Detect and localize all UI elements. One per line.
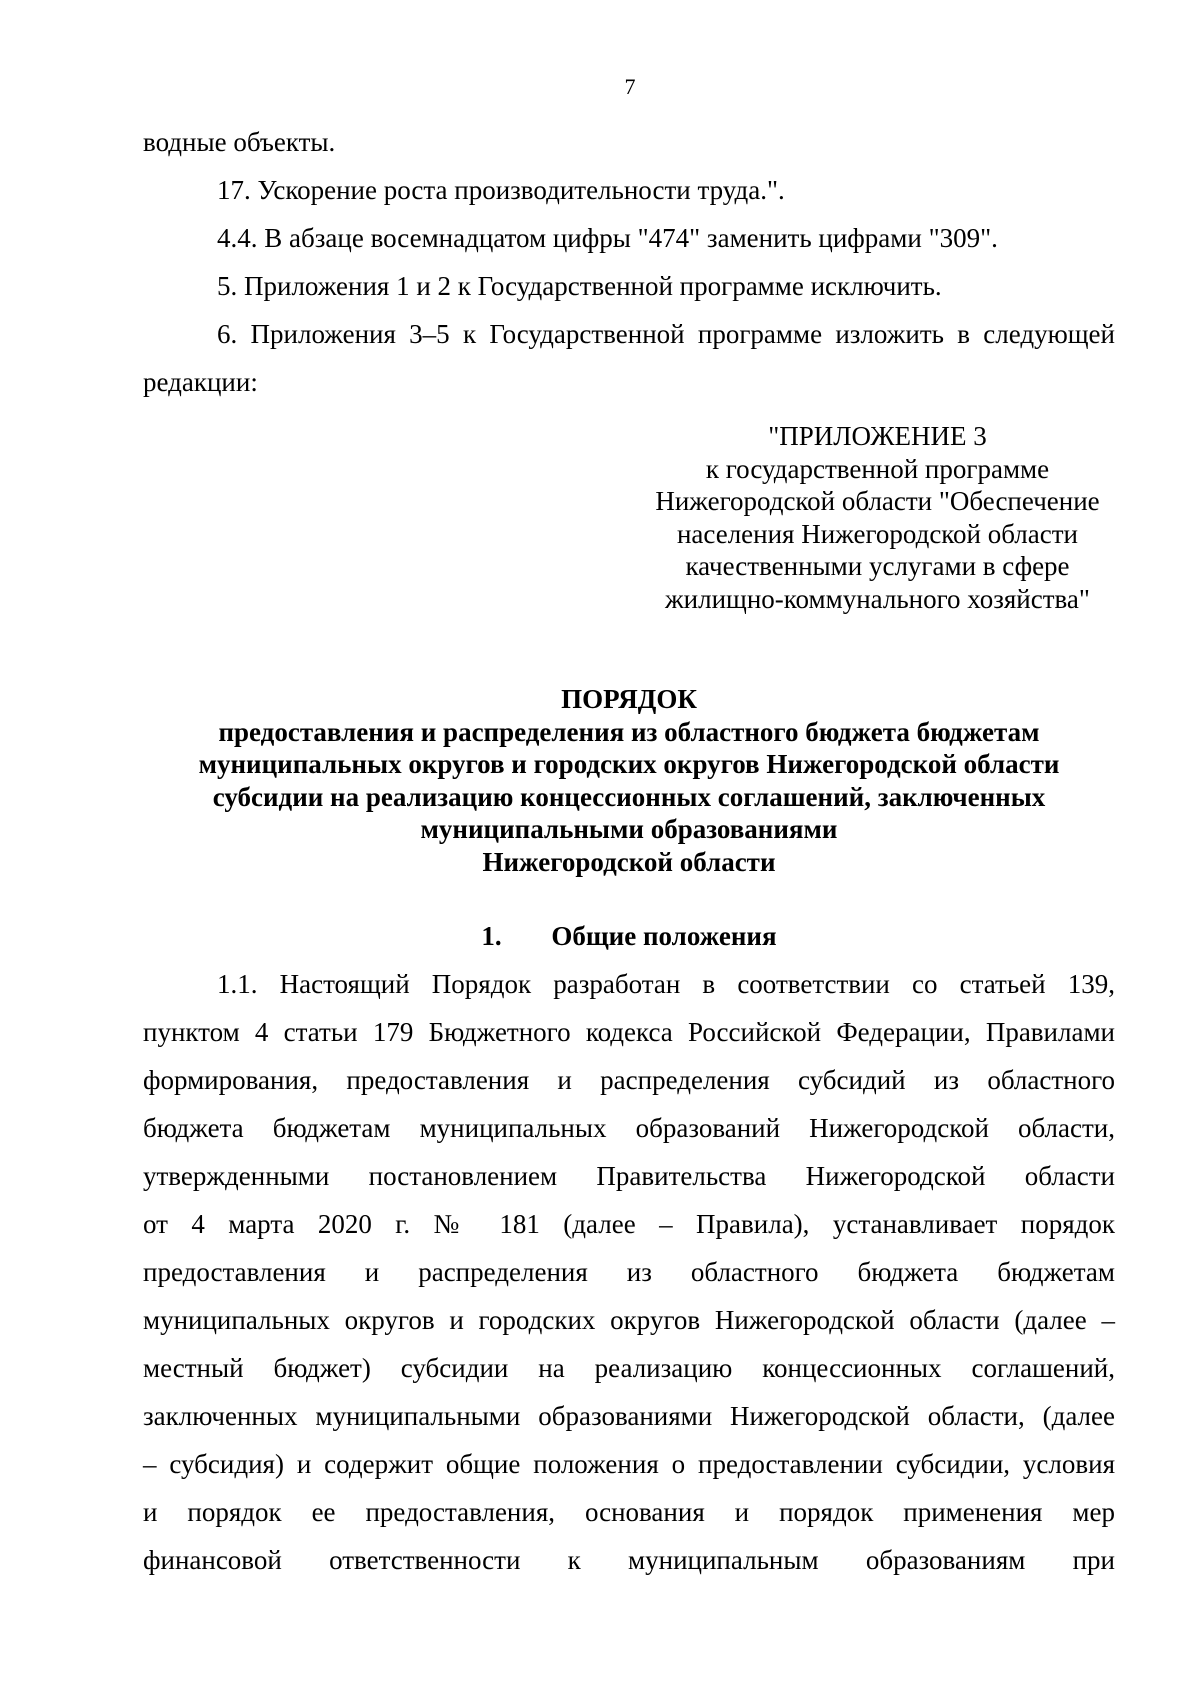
- section-heading: [143, 912, 1115, 960]
- title-line: муниципальных округов и городских округов Нижегородской области: [198, 749, 1060, 779]
- page-number: 7: [624, 74, 636, 99]
- annex-line: "ПРИЛОЖЕНИЕ 3: [768, 421, 987, 451]
- paragraph-item-5: 5. Приложения 1 и 2 к Государственной программе исключить.: [217, 271, 942, 301]
- paragraph-line: 6. Приложения 3–5 к Государственной программе изложить в следующей: [217, 319, 1115, 349]
- clause-line: 1.1. Настоящий Порядок разработан в соответствии со статьей 139,: [217, 969, 1115, 999]
- clause-line: утвержденными постановлением Правительства Нижегородской области: [143, 1161, 1115, 1191]
- annex-line: жилищно-коммунального хозяйства": [665, 583, 1090, 614]
- clause-line: – субсидия) и содержит общие положения о предоставлении субсидии, условия: [143, 1449, 1115, 1479]
- annex-line: к государственной программе: [705, 453, 1050, 484]
- annex-header: [640, 420, 1115, 615]
- clause-1-1: [143, 960, 1115, 1584]
- section-number: 1.: [481, 921, 502, 951]
- annex-line: населения Нижегородской области: [676, 518, 1079, 549]
- clause-line: заключенных муниципальными образованиями Нижегородской области, (далее: [143, 1401, 1115, 1431]
- paragraph-continuation: водные объекты.: [143, 127, 336, 157]
- title-line: муниципальными образованиями: [420, 814, 838, 844]
- section-title: Общие положения: [551, 921, 777, 951]
- clause-line: и порядок ее предоставления, основания и порядок применения мер: [143, 1497, 1115, 1527]
- clause-line: от 4 марта 2020 г. № 181 (далее – Правила), устанавливает порядок: [143, 1209, 1115, 1239]
- clause-line: муниципальных округов и городских округов Нижегородской области (далее –: [143, 1305, 1115, 1335]
- clause-line: формирования, предоставления и распределения субсидий из областного: [143, 1065, 1115, 1095]
- clause-line: пунктом 4 статьи 179 Бюджетного кодекса Российской Федерации, Правилами: [143, 1017, 1115, 1047]
- title-main: ПОРЯДОК: [561, 684, 697, 714]
- annex-line: Нижегородской области "Обеспечение: [655, 486, 1100, 516]
- document-body: [143, 118, 1115, 1584]
- paragraph-line: редакции:: [143, 367, 258, 397]
- title-line: Нижегородской области: [482, 846, 776, 877]
- paragraph-item-4-4: 4.4. В абзаце восемнадцатом цифры "474" заменить цифрами "309".: [217, 223, 998, 253]
- clause-line: местный бюджет) субсидии на реализацию концессионных соглашений,: [143, 1353, 1115, 1383]
- paragraph-item-17: 17. Ускорение роста производительности труда.".: [217, 175, 785, 205]
- clause-line: предоставления и распределения из областного бюджета бюджетам: [143, 1257, 1115, 1287]
- title-line: субсидии на реализацию концессионных соглашений, заключенных: [212, 781, 1046, 812]
- document-title: [143, 683, 1115, 878]
- clause-line: бюджета бюджетам муниципальных образований Нижегородской области,: [143, 1113, 1115, 1143]
- title-line: предоставления и распределения из областного бюджета бюджетам: [218, 716, 1040, 747]
- clause-line: финансовой ответственности к муниципальным образованиям при: [143, 1545, 1115, 1575]
- paragraph-item-6: [143, 310, 1115, 406]
- annex-line: качественными услугами в сфере: [685, 551, 1070, 581]
